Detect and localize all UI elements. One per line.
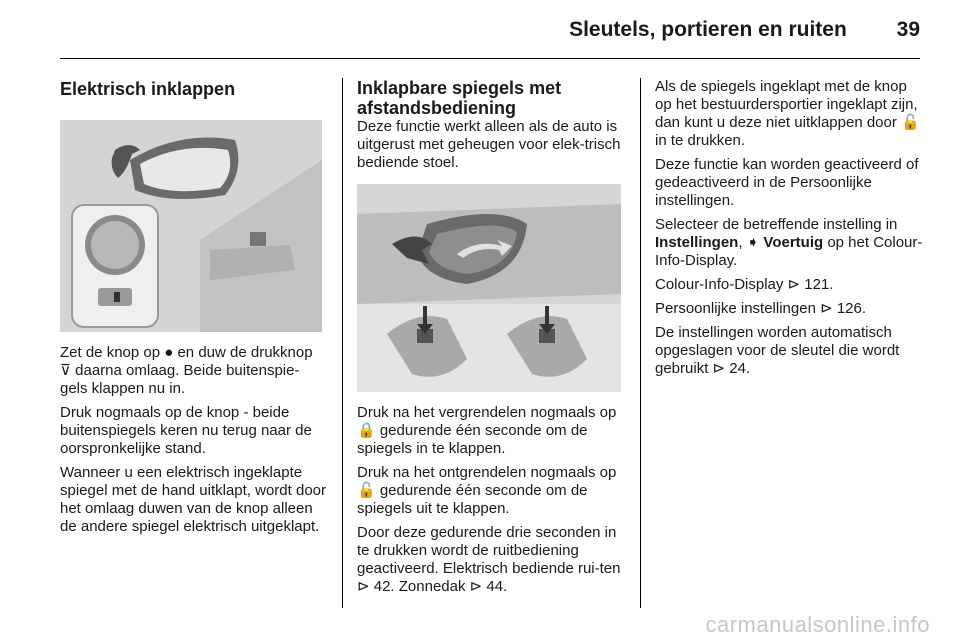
column-1 <box>60 78 326 542</box>
col3-paragraph-1: Als de spiegels ingeklapt met de knop op het bestuurdersportier ingeklapt zijn, dan kunt u deze niet uitklappen door 🔓 in te drukken. <box>655 78 920 149</box>
section-heading-electric-folding: Elektrisch inklappen <box>60 79 236 99</box>
col2-paragraph-3: Door deze gedurende drie seconden in te drukken wordt de ruitbediening geactiveerd. Elektrisch bediende rui-ten ⊳ 42. Zonnedak ⊳ 44. <box>357 524 621 595</box>
menu-voertuig: Voertuig <box>763 234 824 251</box>
page-header <box>569 18 920 42</box>
section-heading-remote-folding: Inklapbare spiegels met afstandsbediening <box>357 78 562 118</box>
column-2 <box>357 78 625 602</box>
column-divider-1 <box>342 78 343 608</box>
col3-paragraph-6: De instellingen worden automatisch opgeslagen voor de sleutel die wordt gebruikt ⊳ 24. <box>655 324 900 377</box>
col2-intro: Deze functie werkt alleen als de auto is uitgerust met geheugen voor elek-trisch bediende stoel. <box>357 118 621 171</box>
col2-paragraph-1: Druk na het vergrendelen nogmaals op 🔒 gedurende één seconde om de spiegels in te klappen. <box>357 404 617 457</box>
watermark: carmanualsonline.info <box>705 612 930 637</box>
col1-paragraph-1: Zet de knop op ● en duw de drukknop ⊽ daarna omlaag. Beide buitenspie-gels klappen nu in. <box>60 344 313 397</box>
header-rule <box>60 58 920 59</box>
col3-p3-post: op het Colour-Info-Display. <box>655 234 923 269</box>
col1-paragraph-3: Wanneer u een elektrisch ingeklapte spiegel met de hand uitklapt, wordt door het omlaag duwen van de knop alleen de andere spiegel elektrisch uitgeklapt. <box>60 464 326 535</box>
col1-paragraph-2: Druk nogmaals op de knop - beide buitenspiegels keren nu terug naar de oorspronkelijke stand. <box>60 404 312 457</box>
col3-paragraph-4: Colour-Info-Display ⊳ 121. <box>655 276 834 293</box>
remote-key-illustration <box>357 184 621 392</box>
col3-paragraph-3 <box>655 216 923 270</box>
col2-paragraph-2: Druk na het ontgrendelen nogmaals op 🔓 gedurende één seconde om de spiegels uit te klappen. <box>357 464 617 517</box>
col3-paragraph-5: Persoonlijke instellingen ⊳ 126. <box>655 300 867 317</box>
col3-p3-pre: Selecteer de betreffende instelling in <box>655 216 898 233</box>
page-title: Sleutels, portieren en ruiten <box>569 18 847 41</box>
col3-paragraph-2: Deze functie kan worden geactiveerd of gedeactiveerd in de Persoonlijke instellingen. <box>655 156 919 209</box>
column-3 <box>655 78 923 384</box>
col3-p3-sep: , ➧ <box>738 234 760 251</box>
menu-instellingen: Instellingen <box>655 234 739 251</box>
column-divider-2 <box>640 78 641 608</box>
mirror-switch-illustration <box>60 120 322 332</box>
page-number: 39 <box>896 18 920 41</box>
